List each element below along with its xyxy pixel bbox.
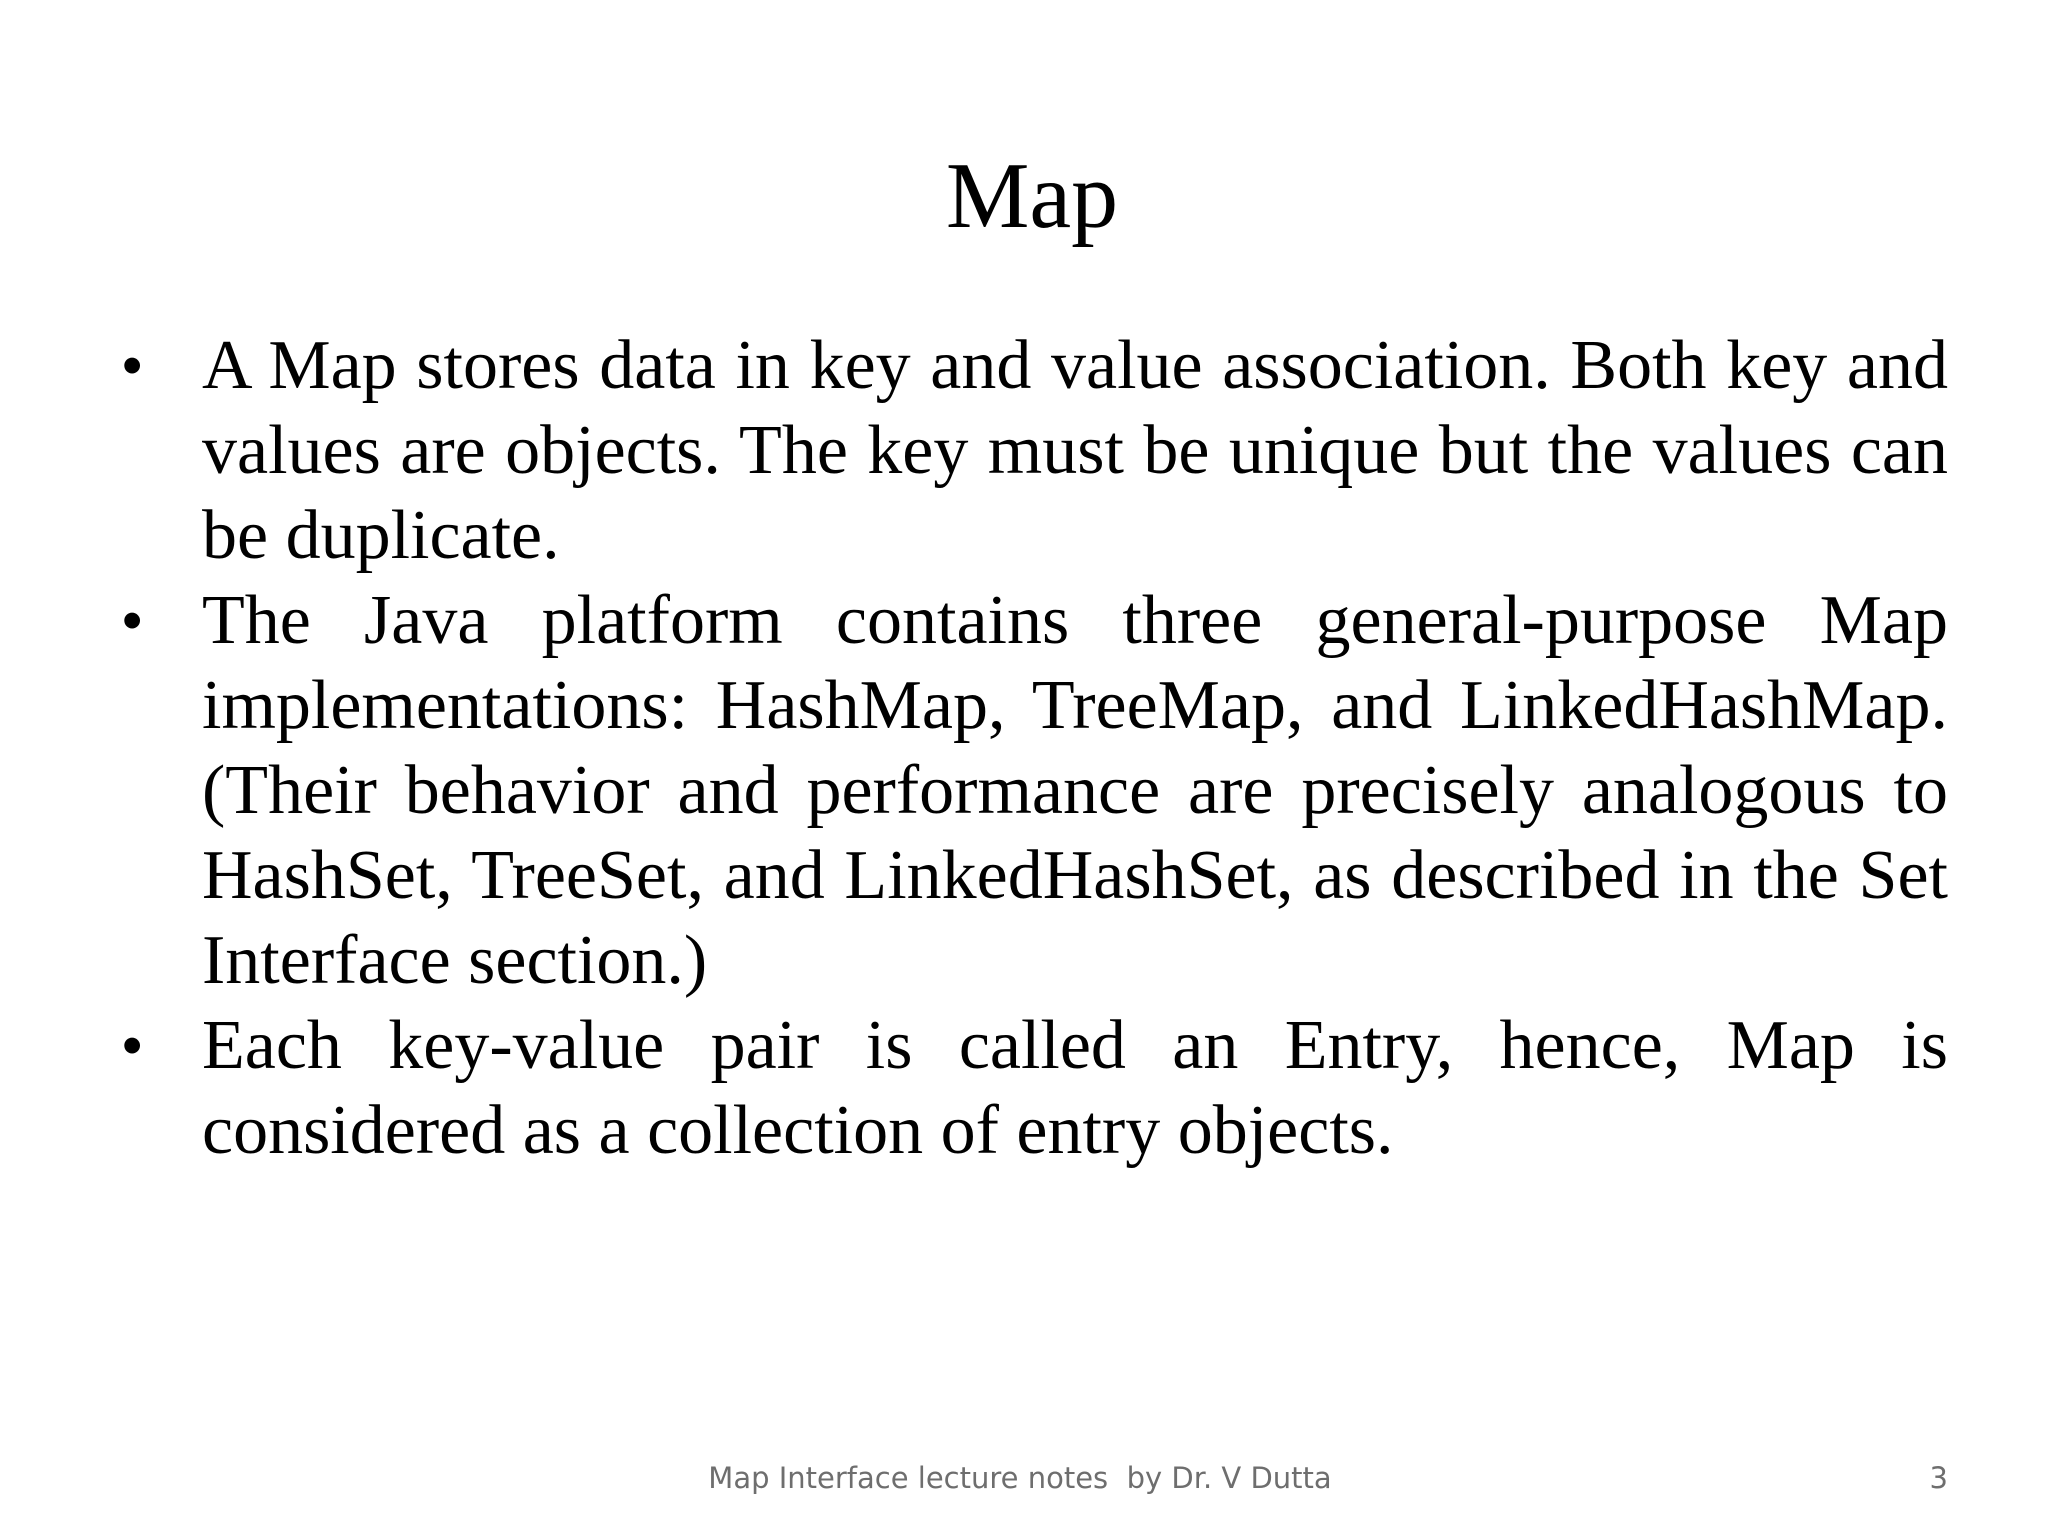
bullet-text: The Java platform contains three general-purpose Map implementations: HashMap, TreeMap, and LinkedHashMap. (Their behavior and performance are precisely analogous to HashSet, TreeSet, and LinkedHashSet, as described in the Set Interface section.) xyxy=(202,582,1948,999)
bullet-text: Each key-value pair is called an Entry, hence, Map is considered as a collection of entry objects. xyxy=(202,1007,1948,1169)
bullet-list xyxy=(122,323,1948,1173)
footer-text: Map Interface lecture notes by Dr. V Dutta xyxy=(708,1461,1332,1495)
bullet-text: A Map stores data in key and value association. Both key and values are objects. The key must be unique but the values can be duplicate. xyxy=(202,327,1948,574)
slide-title: Map xyxy=(945,144,1119,248)
bullet-item xyxy=(122,323,1948,578)
bullet-item xyxy=(122,1003,1948,1173)
bullet-icon: • xyxy=(122,333,143,398)
bullet-item xyxy=(122,578,1948,1003)
bullet-icon: • xyxy=(122,588,143,653)
bullet-icon: • xyxy=(122,1013,143,1078)
slide-number: 3 xyxy=(1929,1461,1948,1495)
